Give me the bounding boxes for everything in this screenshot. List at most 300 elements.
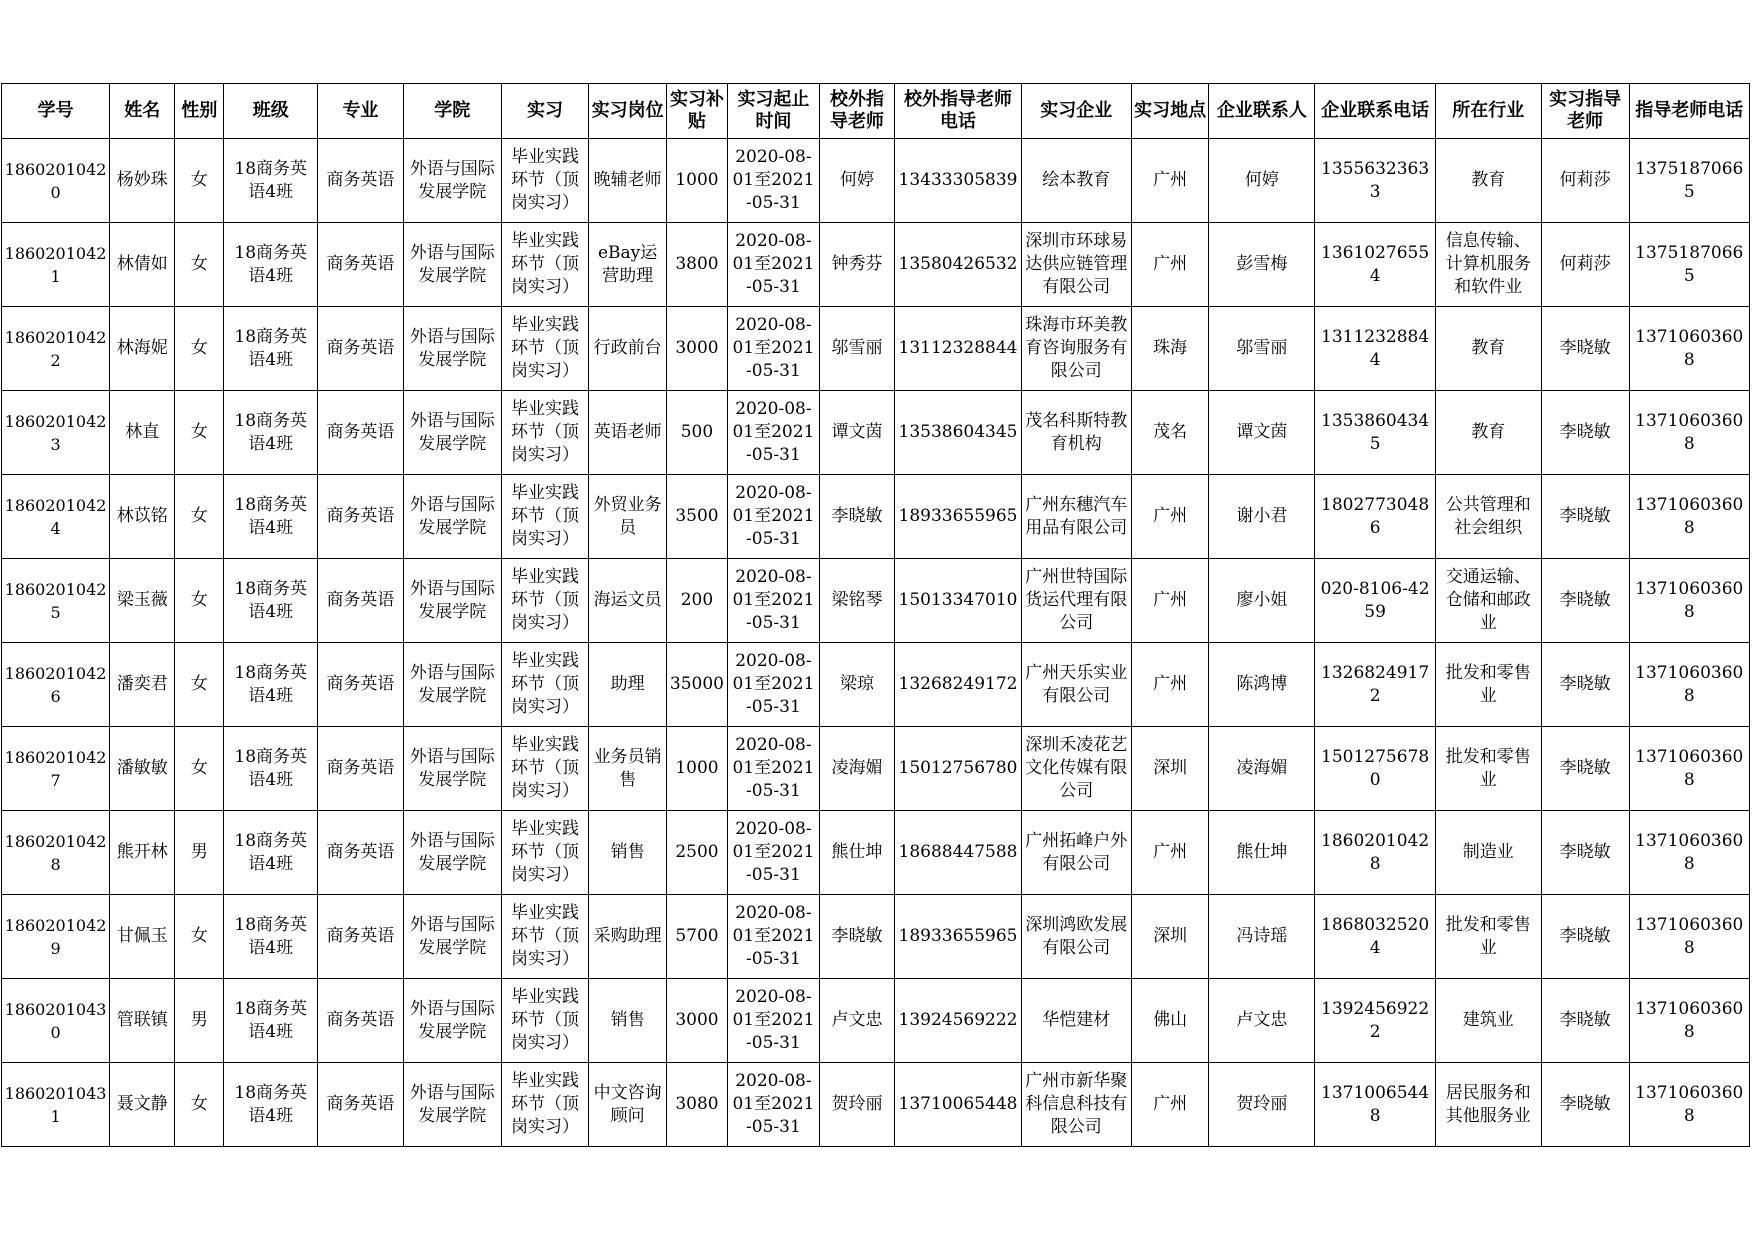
cell-contact-phone (1315, 139, 1435, 223)
cell-ext-teacher-text: 凌海媚 (831, 758, 883, 778)
cell-position (589, 979, 667, 1063)
cell-ext-teacher-text: 熊仕坤 (831, 842, 883, 862)
cell-ext-phone (895, 475, 1021, 559)
cell-student-id-text: 18602010422 (4, 327, 107, 370)
cell-contact (1209, 895, 1315, 979)
cell-ext-teacher-text: 贺玲丽 (831, 1094, 883, 1114)
cell-student-id-text: 18602010429 (4, 915, 107, 958)
cell-location (1131, 727, 1209, 811)
cell-position-text: 外贸业务员 (593, 494, 662, 538)
cell-company-text: 华恺建材 (1042, 1010, 1111, 1030)
cell-internship-text: 毕业实践环节（顶岗实习） (511, 735, 579, 801)
table-row (2, 223, 1750, 307)
cell-major-text: 商务英语 (326, 506, 395, 526)
cell-teacher-text: 李晓敏 (1559, 926, 1611, 946)
cell-subsidy (666, 643, 727, 727)
cell-contact-phone-text: 18602010428 (1321, 830, 1430, 874)
table-row (2, 475, 1750, 559)
header-teacher-phone: 指导老师电话 (1629, 84, 1749, 139)
cell-college (403, 559, 501, 643)
cell-period-text: 2020-08-01至2021-05-31 (732, 903, 815, 969)
cell-class-text: 18商务英语4班 (234, 662, 308, 706)
cell-internship (501, 307, 589, 391)
cell-gender (175, 223, 224, 307)
cell-ext-teacher (819, 223, 894, 307)
cell-location (1131, 391, 1209, 475)
cell-ext-teacher (819, 475, 894, 559)
cell-class-text: 18商务英语4班 (234, 410, 308, 454)
cell-major-text: 商务英语 (326, 590, 395, 610)
cell-position-text: 晚辅老师 (593, 170, 662, 190)
cell-teacher-phone-text: 13751870665 (1635, 158, 1744, 202)
cell-ext-phone (895, 223, 1021, 307)
header-industry: 所在行业 (1435, 84, 1541, 139)
cell-major-text: 商务英语 (326, 842, 395, 862)
cell-ext-phone (895, 727, 1021, 811)
cell-contact-phone-text: 13924569222 (1321, 998, 1430, 1042)
cell-class-text: 18商务英语4班 (234, 326, 308, 370)
cell-gender-text: 女 (190, 338, 208, 358)
cell-position-text: 助理 (610, 674, 645, 694)
table-row (2, 811, 1750, 895)
cell-industry-text: 公共管理和社会组织 (1445, 494, 1531, 538)
cell-company-text: 茂名科斯特教育机构 (1025, 410, 1128, 454)
cell-teacher-text: 李晓敏 (1559, 758, 1611, 778)
cell-position (589, 391, 667, 475)
header-college: 学院 (403, 84, 501, 139)
cell-company-text: 广州天乐实业有限公司 (1025, 662, 1128, 706)
cell-contact-text: 冯诗瑶 (1236, 926, 1288, 946)
cell-contact-text: 彭雪梅 (1236, 254, 1288, 274)
cell-gender (175, 1063, 224, 1147)
cell-ext-teacher-text: 卢文忠 (831, 1010, 883, 1030)
cell-contact (1209, 643, 1315, 727)
cell-internship (501, 475, 589, 559)
cell-college (403, 811, 501, 895)
cell-position (589, 727, 667, 811)
cell-student-id (2, 727, 110, 811)
cell-location-text: 珠海 (1153, 338, 1188, 358)
cell-subsidy-text: 3800 (675, 254, 719, 274)
cell-ext-teacher (819, 727, 894, 811)
cell-teacher-phone-text: 13710603608 (1635, 1082, 1744, 1126)
cell-position (589, 559, 667, 643)
cell-contact-phone (1315, 1063, 1435, 1147)
cell-ext-phone-text: 18933655965 (898, 506, 1018, 526)
cell-period (728, 811, 820, 895)
cell-industry (1435, 223, 1541, 307)
cell-internship-text: 毕业实践环节（顶岗实习） (511, 483, 579, 549)
cell-teacher (1541, 139, 1629, 223)
cell-college-text: 外语与国际发展学院 (409, 830, 495, 874)
cell-industry-text: 批发和零售业 (1445, 662, 1531, 706)
cell-gender-text: 女 (190, 254, 208, 274)
cell-location (1131, 139, 1209, 223)
cell-company (1021, 307, 1131, 391)
cell-gender-text: 女 (190, 1094, 208, 1114)
cell-teacher-phone (1629, 895, 1749, 979)
cell-contact (1209, 979, 1315, 1063)
cell-position-text: 采购助理 (593, 926, 662, 946)
cell-ext-teacher-text: 邬雪丽 (831, 338, 883, 358)
cell-contact-text: 何婷 (1244, 170, 1279, 190)
cell-name (110, 727, 175, 811)
cell-ext-phone-text: 18933655965 (898, 926, 1018, 946)
cell-student-id-text: 18602010430 (4, 999, 107, 1042)
cell-position-text: 销售 (610, 842, 645, 862)
cell-major-text: 商务英语 (326, 1094, 395, 1114)
header-contact-phone: 企业联系电话 (1315, 84, 1435, 139)
cell-class-text: 18商务英语4班 (234, 746, 308, 790)
cell-position (589, 895, 667, 979)
cell-teacher-phone-text: 13710603608 (1635, 410, 1744, 454)
cell-location-text: 广州 (1153, 842, 1188, 862)
cell-class-text: 18商务英语4班 (234, 1082, 308, 1126)
cell-contact (1209, 139, 1315, 223)
cell-ext-teacher-text: 梁琼 (840, 674, 875, 694)
cell-industry-text: 教育 (1471, 422, 1506, 442)
cell-teacher-phone (1629, 643, 1749, 727)
cell-class (224, 559, 318, 643)
cell-contact-phone-text: 18680325204 (1321, 914, 1430, 958)
cell-location (1131, 223, 1209, 307)
cell-company-text: 广州世特国际货运代理有限公司 (1025, 567, 1128, 633)
cell-company (1021, 895, 1131, 979)
cell-position (589, 139, 667, 223)
cell-internship-text: 毕业实践环节（顶岗实习） (511, 231, 579, 297)
cell-location-text: 广州 (1153, 1094, 1188, 1114)
cell-subsidy-text: 1000 (675, 170, 719, 190)
cell-name-text: 林直 (125, 422, 160, 442)
cell-position (589, 811, 667, 895)
header-subsidy: 实习补贴 (666, 84, 727, 139)
cell-position-text: eBay运营助理 (597, 242, 658, 286)
cell-subsidy-text: 500 (680, 422, 714, 442)
cell-teacher-phone (1629, 391, 1749, 475)
cell-major (318, 475, 404, 559)
cell-name (110, 307, 175, 391)
cell-teacher (1541, 727, 1629, 811)
cell-name (110, 391, 175, 475)
header-ext-teacher: 校外指导老师 (819, 84, 894, 139)
cell-subsidy (666, 979, 727, 1063)
cell-teacher-text: 李晓敏 (1559, 1010, 1611, 1030)
cell-contact (1209, 1063, 1315, 1147)
cell-period-text: 2020-08-01至2021-05-31 (732, 735, 815, 801)
cell-period (728, 139, 820, 223)
cell-major (318, 643, 404, 727)
cell-company-text: 深圳市环球易达供应链管理有限公司 (1025, 231, 1128, 297)
cell-internship (501, 811, 589, 895)
cell-gender-text: 男 (190, 842, 208, 862)
cell-teacher (1541, 895, 1629, 979)
cell-subsidy-text: 5700 (675, 926, 719, 946)
cell-subsidy (666, 1063, 727, 1147)
cell-ext-phone-text: 13433305839 (898, 170, 1018, 190)
cell-position (589, 643, 667, 727)
cell-teacher-phone (1629, 223, 1749, 307)
cell-ext-teacher (819, 1063, 894, 1147)
cell-college-text: 外语与国际发展学院 (409, 578, 495, 622)
cell-internship (501, 895, 589, 979)
cell-college (403, 979, 501, 1063)
cell-location-text: 广州 (1153, 674, 1188, 694)
cell-contact-phone (1315, 979, 1435, 1063)
cell-industry-text: 信息传输、计算机服务和软件业 (1445, 231, 1531, 297)
cell-location (1131, 979, 1209, 1063)
cell-teacher (1541, 643, 1629, 727)
header-gender: 性别 (175, 84, 224, 139)
cell-class (224, 979, 318, 1063)
cell-college-text: 外语与国际发展学院 (409, 410, 495, 454)
cell-teacher-phone (1629, 1063, 1749, 1147)
cell-subsidy (666, 559, 727, 643)
cell-student-id (2, 895, 110, 979)
cell-contact (1209, 811, 1315, 895)
header-position: 实习岗位 (589, 84, 667, 139)
cell-teacher-text: 何莉莎 (1559, 254, 1611, 274)
cell-major (318, 559, 404, 643)
cell-subsidy-text: 1000 (675, 758, 719, 778)
cell-contact-phone (1315, 811, 1435, 895)
cell-contact-text: 邬雪丽 (1236, 338, 1288, 358)
cell-student-id-text: 18602010428 (4, 831, 107, 874)
cell-college (403, 223, 501, 307)
cell-location-text: 茂名 (1153, 422, 1188, 442)
header-company: 实习企业 (1021, 84, 1131, 139)
cell-contact-phone-text: 13610276554 (1321, 242, 1430, 286)
cell-contact-phone-text: 13268249172 (1321, 662, 1430, 706)
cell-subsidy-text: 200 (680, 590, 714, 610)
cell-student-id-text: 18602010424 (4, 495, 107, 538)
cell-period (728, 391, 820, 475)
cell-name-text: 甘佩玉 (116, 926, 168, 946)
cell-name-text: 潘敏敏 (116, 758, 168, 778)
cell-period-text: 2020-08-01至2021-05-31 (732, 987, 815, 1053)
cell-student-id-text: 18602010420 (4, 159, 107, 202)
cell-contact (1209, 391, 1315, 475)
cell-gender-text: 女 (190, 674, 208, 694)
header-internship: 实习 (501, 84, 589, 139)
cell-gender (175, 895, 224, 979)
internship-table (1, 83, 1750, 1147)
cell-student-id (2, 475, 110, 559)
cell-student-id-text: 18602010426 (4, 663, 107, 706)
cell-gender (175, 643, 224, 727)
cell-period (728, 223, 820, 307)
cell-gender (175, 811, 224, 895)
cell-internship-text: 毕业实践环节（顶岗实习） (511, 315, 579, 381)
cell-teacher-phone (1629, 307, 1749, 391)
cell-contact-phone (1315, 643, 1435, 727)
cell-ext-phone (895, 895, 1021, 979)
cell-ext-teacher (819, 979, 894, 1063)
cell-class-text: 18商务英语4班 (234, 830, 308, 874)
cell-name-text: 聂文静 (116, 1094, 168, 1114)
cell-college-text: 外语与国际发展学院 (409, 326, 495, 370)
cell-class-text: 18商务英语4班 (234, 242, 308, 286)
cell-internship (501, 979, 589, 1063)
cell-contact-text: 谢小君 (1236, 506, 1288, 526)
cell-location-text: 广州 (1153, 590, 1188, 610)
cell-class (224, 1063, 318, 1147)
cell-contact-text: 谭文茵 (1236, 422, 1288, 442)
cell-student-id-text: 18602010425 (4, 579, 107, 622)
cell-ext-teacher-text: 李晓敏 (831, 506, 883, 526)
cell-contact-text: 凌海媚 (1236, 758, 1288, 778)
cell-subsidy-text: 3500 (675, 506, 719, 526)
cell-gender (175, 391, 224, 475)
cell-class-text: 18商务英语4班 (234, 914, 308, 958)
cell-teacher-phone-text: 13710603608 (1635, 578, 1744, 622)
cell-major (318, 223, 404, 307)
cell-teacher (1541, 559, 1629, 643)
cell-contact-phone-text: 15012756780 (1321, 746, 1430, 790)
cell-company (1021, 223, 1131, 307)
cell-ext-teacher (819, 391, 894, 475)
cell-industry-text: 交通运输、仓储和邮政业 (1445, 567, 1531, 633)
cell-teacher-phone-text: 13710603608 (1635, 830, 1744, 874)
cell-name (110, 139, 175, 223)
cell-contact-text: 熊仕坤 (1236, 842, 1288, 862)
cell-class (224, 895, 318, 979)
cell-ext-teacher (819, 559, 894, 643)
cell-ext-teacher-text: 何婷 (840, 170, 875, 190)
cell-internship-text: 毕业实践环节（顶岗实习） (511, 819, 579, 885)
cell-location (1131, 559, 1209, 643)
cell-industry-text: 教育 (1471, 170, 1506, 190)
cell-company-text: 广州市新华聚科信息科技有限公司 (1025, 1071, 1128, 1137)
cell-location-text: 佛山 (1153, 1010, 1188, 1030)
cell-name (110, 559, 175, 643)
cell-ext-phone (895, 391, 1021, 475)
header-row (2, 84, 1750, 139)
cell-period (728, 307, 820, 391)
cell-contact-phone (1315, 559, 1435, 643)
cell-company-text: 广州东穗汽车用品有限公司 (1025, 494, 1128, 538)
cell-contact-phone (1315, 391, 1435, 475)
cell-class (224, 391, 318, 475)
table-row (2, 979, 1750, 1063)
cell-student-id-text: 18602010421 (4, 243, 107, 286)
cell-subsidy (666, 475, 727, 559)
cell-internship (501, 559, 589, 643)
cell-college-text: 外语与国际发展学院 (409, 914, 495, 958)
cell-gender (175, 139, 224, 223)
cell-teacher-phone-text: 13710603608 (1635, 914, 1744, 958)
cell-location-text: 广州 (1153, 254, 1188, 274)
cell-subsidy-text: 2500 (675, 842, 719, 862)
header-ext-phone: 校外指导老师电话 (895, 84, 1021, 139)
cell-subsidy-text: 3000 (675, 338, 719, 358)
cell-contact (1209, 223, 1315, 307)
cell-position-text: 销售 (610, 1010, 645, 1030)
cell-major (318, 391, 404, 475)
cell-name (110, 643, 175, 727)
cell-subsidy-text: 3080 (675, 1094, 719, 1114)
cell-internship (501, 139, 589, 223)
cell-ext-teacher-text: 梁铭琴 (831, 590, 883, 610)
cell-contact (1209, 307, 1315, 391)
cell-period (728, 727, 820, 811)
cell-college (403, 643, 501, 727)
cell-college (403, 727, 501, 811)
cell-position (589, 223, 667, 307)
cell-major-text: 商务英语 (326, 674, 395, 694)
cell-ext-phone-text: 13580426532 (898, 254, 1018, 274)
cell-class-text: 18商务英语4班 (234, 158, 308, 202)
header-location: 实习地点 (1131, 84, 1209, 139)
cell-company (1021, 727, 1131, 811)
cell-location-text: 广州 (1153, 506, 1188, 526)
cell-company (1021, 559, 1131, 643)
cell-teacher-text: 李晓敏 (1559, 1094, 1611, 1114)
cell-class-text: 18商务英语4班 (234, 998, 308, 1042)
cell-contact (1209, 559, 1315, 643)
cell-teacher-phone (1629, 811, 1749, 895)
cell-subsidy (666, 895, 727, 979)
cell-period (728, 643, 820, 727)
cell-subsidy (666, 727, 727, 811)
cell-teacher-text: 李晓敏 (1559, 422, 1611, 442)
cell-college (403, 895, 501, 979)
cell-contact-phone-text: 18027730486 (1321, 494, 1430, 538)
cell-student-id-text: 18602010423 (4, 411, 107, 454)
cell-contact-phone (1315, 727, 1435, 811)
cell-industry (1435, 559, 1541, 643)
table-row (2, 643, 1750, 727)
table-row (2, 307, 1750, 391)
cell-position (589, 307, 667, 391)
cell-name-text: 林苡铭 (116, 506, 168, 526)
cell-teacher (1541, 307, 1629, 391)
cell-period-text: 2020-08-01至2021-05-31 (732, 819, 815, 885)
cell-industry (1435, 727, 1541, 811)
table-row (2, 895, 1750, 979)
header-name: 姓名 (110, 84, 175, 139)
cell-ext-teacher (819, 307, 894, 391)
cell-name (110, 223, 175, 307)
cell-teacher (1541, 811, 1629, 895)
cell-industry-text: 建筑业 (1462, 1010, 1514, 1030)
cell-major (318, 139, 404, 223)
cell-teacher-phone-text: 13710603608 (1635, 746, 1744, 790)
cell-class (224, 307, 318, 391)
cell-industry-text: 制造业 (1462, 842, 1514, 862)
cell-major-text: 商务英语 (326, 926, 395, 946)
cell-major (318, 979, 404, 1063)
cell-industry (1435, 1063, 1541, 1147)
table-row (2, 727, 1750, 811)
cell-internship (501, 1063, 589, 1147)
cell-teacher (1541, 475, 1629, 559)
cell-contact-phone (1315, 223, 1435, 307)
cell-student-id (2, 1063, 110, 1147)
cell-location (1131, 895, 1209, 979)
cell-major (318, 811, 404, 895)
cell-gender-text: 女 (190, 926, 208, 946)
cell-gender (175, 979, 224, 1063)
cell-teacher (1541, 391, 1629, 475)
cell-teacher-phone (1629, 727, 1749, 811)
cell-name (110, 811, 175, 895)
cell-college (403, 475, 501, 559)
cell-contact (1209, 475, 1315, 559)
cell-period-text: 2020-08-01至2021-05-31 (732, 567, 815, 633)
cell-location-text: 深圳 (1153, 926, 1188, 946)
header-student-id: 学号 (2, 84, 110, 139)
cell-contact-phone-text: 13112328844 (1321, 326, 1430, 370)
